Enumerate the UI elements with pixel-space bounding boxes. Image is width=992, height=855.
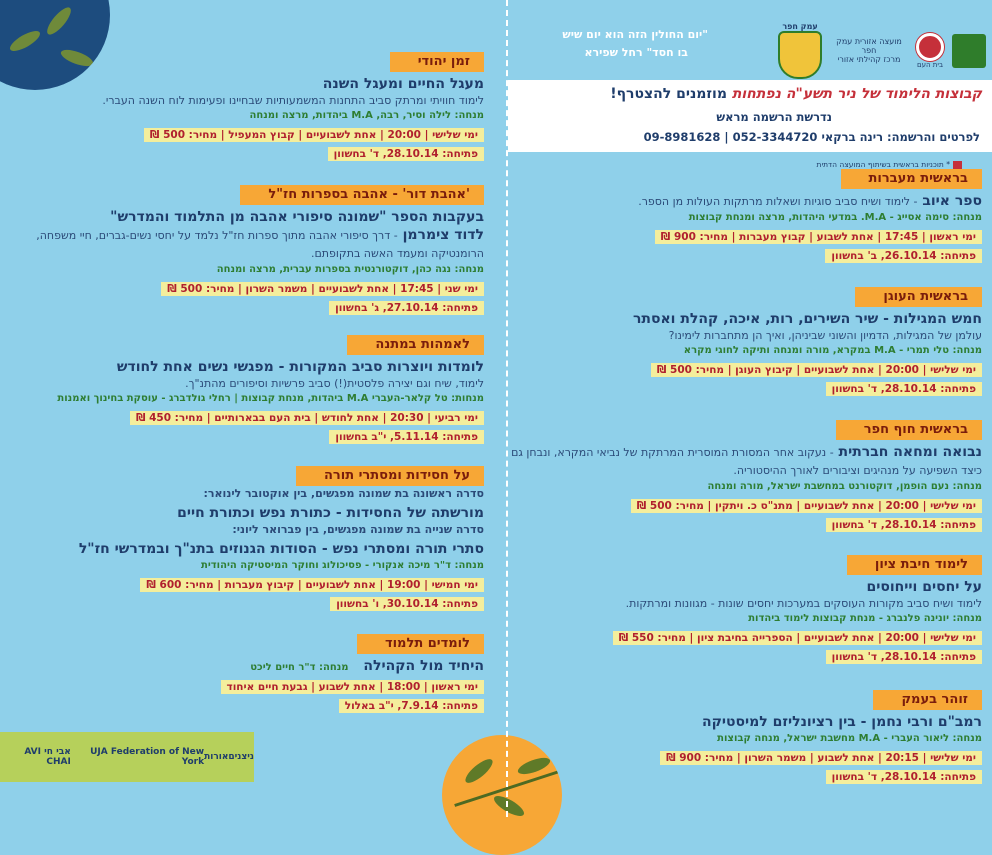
course-title: מורשתה של החסידות - כתורת נפש וכתורת חיים <box>177 505 484 521</box>
section-tag: על חסידות ומסתרי תורה <box>296 466 484 486</box>
banner-title <box>610 86 982 102</box>
course-schedule: ימי ראשון | 17:45 | אחת לשבוע | קבוץ מעברות | מחיר: 900 ₪ <box>655 230 982 244</box>
banner-title-red: קבוצות הלימוד של ניר תשע"ה נפתחות <box>731 86 982 102</box>
course-title: חמש המגילות - שיר השירים, רות, איכה, קהלת ואסתר <box>632 311 982 327</box>
course-title-text: נבואה ומחאה חברתית <box>838 444 982 460</box>
course-section <box>14 464 484 611</box>
course-title-text: ספר איוב <box>922 193 982 209</box>
sponsor-strip <box>0 732 254 782</box>
course-title: מעגל החיים ומעגל השנה <box>322 76 484 92</box>
course-tutor: מנחה: יונינה פלנברג - מנחת קבוצות לימוד ביהדות <box>748 613 982 624</box>
course-tutor: מנחה: ליאור העברי - M.A מחשבת ישראל, מנחה קבוצות <box>717 733 982 744</box>
tree-emblem-icon <box>952 34 986 68</box>
council-label-logo <box>830 37 908 64</box>
course-tutor: מנחה: טלי תמרי - M.A במקרא, מורה ומנחה ותיקה לחוגי מקרא <box>683 345 982 356</box>
course-description: - לימוד ושיח סביב סוגיות ושאלות מרתקות העולות מן הספר. <box>638 195 918 208</box>
sponsor-logo: ניצנים <box>228 752 254 762</box>
section-tag: זוהר בעמק <box>873 690 982 710</box>
series-note: סדרה ראשונה בת שמונה מפגשים, בין אוקטובר לינואר: <box>203 487 484 500</box>
course-schedule: ימי שלישי | 20:15 | אחת לשבוע | משמר השרון | מחיר: 900 ₪ <box>660 751 982 765</box>
course-opening: פתיחה: 28.10.14, ד' בחשוון <box>328 147 484 161</box>
sponsor-logo: אורות <box>204 752 229 762</box>
round-emblem-icon <box>916 33 944 61</box>
section-tag: בראשית העוגן <box>855 287 982 307</box>
section-tag: לאמהות במתנה <box>347 335 484 355</box>
contact-line: לפרטים והרשמה: רינה ברקאי 052-3344720 | 09-8981628 <box>643 130 980 144</box>
course-opening: פתיחה: 5.11.14, י"ב בחשוון <box>329 430 484 444</box>
course-title <box>504 192 982 210</box>
registration-note: נדרשת הרשמה מראש <box>716 110 832 124</box>
shield-emblem-icon <box>778 31 822 79</box>
motto-line: בו חסד" רחל שפירא <box>584 46 688 59</box>
section-tag: בראשית חוף חפר <box>836 420 982 440</box>
course-opening: פתיחה: 28.10.14, ד' בחשוון <box>826 770 982 784</box>
municipality-logo <box>952 34 986 68</box>
section-tag: לומדים תלמוד <box>357 634 484 654</box>
course-title-text: היחיד מול הקהילה <box>363 658 484 674</box>
banner-title-blue: מוזמנים להצטרף! <box>610 86 727 102</box>
course-title: סתרי תורה ומסתרי נפש - הסודות הגנוזים בתנ"ך ובמדרשי חז"ל <box>78 541 484 557</box>
course-author: לדוד צימרמן <box>402 227 484 243</box>
course-schedule: ימי ראשון | 18:00 | אחת לשבוע | גבעת חיים איחוד <box>221 680 484 694</box>
course-tutor: מנחה: נגה כהן, דוקטורנטית בספרות עברית, מרצה ומנחה <box>216 264 484 275</box>
course-title: לומדות ויוצרות סביב המקורות - מפגשי נשים אחת לחודש <box>116 359 484 375</box>
course-section <box>14 333 484 444</box>
course-section <box>14 632 484 713</box>
course-section <box>504 418 982 532</box>
course-section <box>504 688 982 784</box>
course-schedule: ימי רביעי | 20:30 | אחת לחודש | בית העם בבארותיים | מחיר: 450 ₪ <box>130 411 484 425</box>
course-tutor: מנחה: לילה וסיר, רבה, M.A ביהדות, מרצה ומנחה <box>249 110 484 121</box>
course-description: לימוד, שיח וגם יצירה פלסטית(!) סביב פרשיות וסיפורים מהתנ"ך. <box>185 377 484 390</box>
course-title <box>14 226 484 262</box>
course-schedule: ימי שלישי | 20:00 | אחת לשבועיים | הספרייה בחיבת ציון | מחיר: 550 ₪ <box>613 631 982 645</box>
section-tag: 'אהבת דור' - אהבה בספרות חז"ל <box>240 185 484 205</box>
course-opening: פתיחה: 28.10.14, ד' בחשוון <box>826 518 982 532</box>
logo-label: מרכז קהילתי אזורי <box>837 55 901 64</box>
course-schedule: ימי חמישי | 19:00 | אחת לשבועיים | קיבוץ מעברות | מחיר: 600 ₪ <box>140 578 484 592</box>
sponsor-logo: אבי חי AVI CHAI <box>24 747 71 767</box>
logo-label: עמק חפר <box>782 22 818 31</box>
course-tutor: מנחה: ד"ר חיים ליכט <box>250 662 349 673</box>
course-description: - נעקוב אחר המסורת המוסרית המרתקת של נביאי המקרא, ונבחן גם כיצד השפיעה על מנהיגים וציבורים לאורך ההיסטוריה. <box>511 446 982 477</box>
course-section <box>504 167 982 263</box>
section-tag: לימוד חיבת ציון <box>847 555 982 575</box>
course-opening: פתיחה: 28.10.14, ד' בחשוון <box>826 650 982 664</box>
logos-row <box>778 22 986 79</box>
course-opening: פתיחה: 26.10.14, ב' בחשוון <box>825 249 982 263</box>
series-note: סדרה שנייה בת שמונה מפגשים, בין פברואר ליוני: <box>232 523 484 536</box>
course-opening: פתיחה: 28.10.14, ד' בחשוון <box>826 382 982 396</box>
course-tutor: מנחה: ד"ר מיכה אנקורי - פסיכולוג וחוקר המיסטיקה היהודית <box>201 560 484 571</box>
course-opening: פתיחה: 7.9.14, י"ב באלול <box>339 699 484 713</box>
course-description: עולמן של המגילות, הדמיון והשוני שביניהן, ואיך הן מתחברות לימינו? <box>668 329 982 342</box>
motto <box>540 26 708 62</box>
sponsor-logo: UJA Federation of New York <box>90 747 205 767</box>
course-title: בעקבות הספר "שמונה סיפורי אהבה מן התלמוד והמדרש" <box>110 209 484 225</box>
logo-label: בית העם <box>916 60 944 69</box>
course-section <box>14 183 484 315</box>
section-tag: בראשית מעברות <box>841 169 982 189</box>
course-schedule: ימי שלישי | 20:00 | אחת לשבועיים | מתנ"ס כ. ויתקין | מחיר: 500 ₪ <box>631 499 982 513</box>
course-title <box>14 657 484 675</box>
course-schedule: ימי שני | 17:45 | אחת לשבועיים | משמר השרון | מחיר: 500 ₪ <box>161 282 484 296</box>
course-schedule: ימי שלישי | 20:00 | אחת לשבועיים | קבוץ המעפיל | מחיר: 500 ₪ <box>144 128 484 142</box>
course-tutor: מנחות: טל קלאר-העברי M.A ביהדות, מנחת קבוצות | רחלי גולדברג - עוסקת בחינוך ואמנות <box>57 393 484 404</box>
course-title: רמב"ם ורבי נחמן - בין רציונליזם למיסטיקה <box>701 714 982 730</box>
header-banner <box>508 80 992 152</box>
course-tutor: מנחה: סימה אסייג - M.A. במדעי היהדות, מרצה ומנחת קבוצות <box>688 212 982 223</box>
hefer-logo <box>778 22 822 79</box>
course-title <box>504 443 982 479</box>
section-tag: זמן יהודי <box>390 52 484 72</box>
logo-label: מועצה אזורית עמק חפר <box>836 37 902 55</box>
course-title: על יחסים וייחוסים <box>866 579 982 595</box>
course-description: לימוד ושיח סביב מקורות העוסקים במערכות יחסים שונות - מגוונות ומרתקות. <box>625 597 982 610</box>
course-description: לימוד חוויתי ומרתק סביב התחנות המשמעותיות שבחיינו ופעימות לוח השנה העברי. <box>102 94 484 107</box>
course-tutor: מנחה: נעם הופמן, דוקטורנט במחשבת ישראל, מורה ומנחה <box>707 481 982 492</box>
course-opening: פתיחה: 27.10.14, ג' בחשוון <box>329 301 484 315</box>
beit-am-logo <box>916 33 944 69</box>
course-section <box>14 50 484 161</box>
course-opening: פתיחה: 30.10.14, ו' בחשוון <box>330 597 484 611</box>
course-schedule: ימי שלישי | 20:00 | אחת לשבועיים | קיבוץ העוגן | מחיר: 500 ₪ <box>651 363 982 377</box>
course-description: - דרך סיפורי אהבה מתוך ספרות חז"ל נלמד על יחסי נשים-גברים, חיי משפחה, הרומנטיקה ומעמד האשה בתקופתם. <box>36 229 484 260</box>
course-section <box>504 285 982 396</box>
footnote-text: * תוכניות בראשית בשיתוף המועצה הדתית <box>816 160 950 169</box>
motto-line: "יום החולין הזה הוא יום שיש <box>562 28 708 41</box>
course-section <box>504 553 982 664</box>
